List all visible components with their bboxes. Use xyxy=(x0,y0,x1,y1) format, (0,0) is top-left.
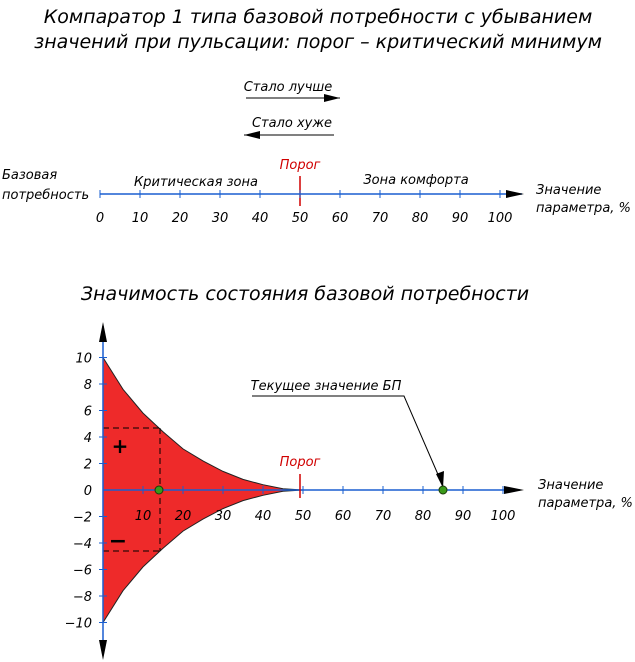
scale-left-label-2: потребность xyxy=(2,188,90,203)
chart-title: Значимость состояния базовой потребности xyxy=(80,283,530,305)
scale-tick-label: 10 xyxy=(131,211,149,226)
scale-tick-label: 60 xyxy=(331,211,349,226)
scale-tick-label: 80 xyxy=(411,211,429,226)
x-tick-label: 80 xyxy=(414,509,432,524)
y-tick-label: −10 xyxy=(64,616,92,632)
y-tick-label: −2 xyxy=(72,510,92,526)
x-tick-label: 50 xyxy=(294,509,312,524)
scale-tick-label: 100 xyxy=(487,211,513,226)
reference-point xyxy=(155,486,163,494)
scale-ticks xyxy=(96,190,513,226)
scale-tick-label: 50 xyxy=(291,211,309,226)
scale-axis-label-2: параметра, % xyxy=(536,201,631,216)
y-tick-label: 2 xyxy=(83,457,92,473)
title-line-2: значений при пульсации: порог – критический минимум xyxy=(34,31,602,53)
x-tick-label: 10 xyxy=(134,509,152,524)
y-axis-arrow-up xyxy=(99,322,107,342)
scale-axis-label-1: Значение xyxy=(536,183,602,198)
current-value-point xyxy=(439,486,447,494)
y-tick-label: 6 xyxy=(83,404,92,420)
scale-tick-label: 40 xyxy=(251,211,269,226)
y-tick-label: 4 xyxy=(83,431,92,446)
current-value-label: Текущее значение БП xyxy=(250,379,402,394)
x-tick-label: 60 xyxy=(334,509,352,524)
comfort-zone-label: Зона комфорта xyxy=(363,173,469,188)
y-tick-label: 10 xyxy=(75,351,92,367)
scale-tick-label: 70 xyxy=(371,211,389,226)
x-tick-label: 40 xyxy=(254,509,272,524)
x-tick-label: 100 xyxy=(490,509,516,524)
scale-tick-label: 20 xyxy=(171,211,189,226)
critical-zone-label: Критическая зона xyxy=(134,175,258,190)
x-tick-label: 30 xyxy=(214,509,232,524)
x-axis-arrowhead xyxy=(504,486,524,494)
chart-threshold-label: Порог xyxy=(279,455,321,470)
x-tick-label: 20 xyxy=(174,509,192,524)
y-tick-label: −6 xyxy=(72,563,92,579)
minus-sign: − xyxy=(108,529,128,554)
y-tick-label: 8 xyxy=(83,378,92,393)
scale-tick-label: 0 xyxy=(95,211,105,226)
y-tick-label: −4 xyxy=(72,537,92,552)
title-line-1: Компаратор 1 типа базовой потребности с убыванием xyxy=(43,6,593,28)
scale-tick-label: 30 xyxy=(211,211,229,226)
chart-axis-label-1: Значение xyxy=(538,478,604,493)
origin-label: 0 xyxy=(83,484,92,499)
better-label: Стало лучше xyxy=(243,80,333,95)
scale-axis-arrowhead xyxy=(506,190,524,198)
scale-tick-label: 90 xyxy=(451,211,469,226)
current-value-leader xyxy=(252,396,443,486)
plus-sign: + xyxy=(111,434,129,458)
x-tick-label: 70 xyxy=(374,509,392,524)
scale-threshold-label: Порог xyxy=(279,158,321,173)
scale-left-label-1: Базовая xyxy=(2,168,58,183)
x-tick-label: 90 xyxy=(454,509,472,524)
y-axis-arrow-down xyxy=(99,640,107,660)
worse-label: Стало хуже xyxy=(251,116,333,131)
y-tick-label: −8 xyxy=(72,590,92,605)
chart-axis-label-2: параметра, % xyxy=(538,496,633,511)
